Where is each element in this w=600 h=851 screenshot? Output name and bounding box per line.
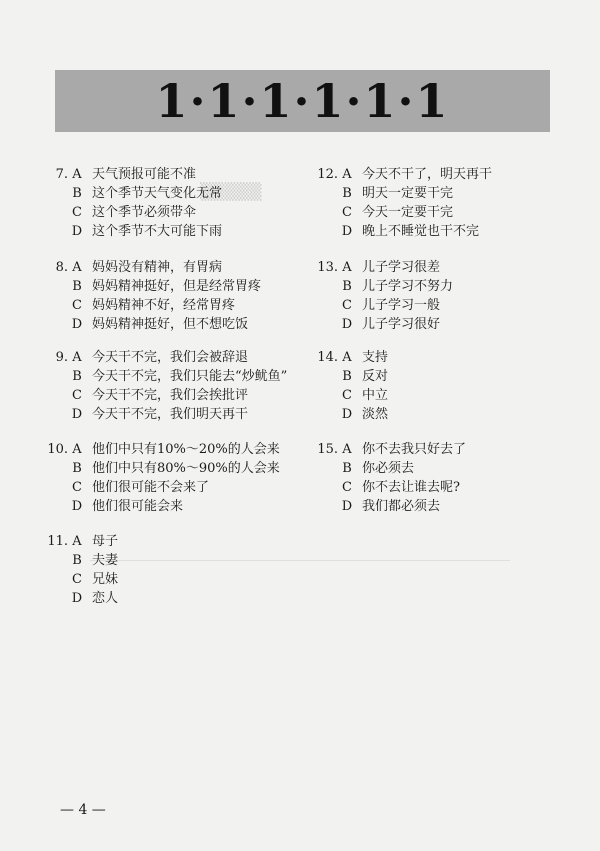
question-8: 8. A 妈妈没有精神，有胃病 B 妈妈精神挺好，但是经常胃疼 C 妈妈精神不好，经常胃疼 D 妈妈精神挺好，但不想吃饭 <box>55 260 262 332</box>
question-12: 12. A 今天不干了，明天再干 B 明天一定要干完 C 今天一定要干完 D 晚上不睡觉也干不完 <box>317 167 493 239</box>
question-15: 15. A 你不去我只好去了 B 你必须去 C 你不去让谁去呢? D 我们都必须去 <box>317 442 467 514</box>
bleed-through-area <box>90 560 510 781</box>
question-13: 13. A 儿子学习很差 B 儿子学习不努力 C 儿子学习一般 D 儿子学习很好 <box>317 260 454 332</box>
question-7: 7. A 天气预报可能不准 B 这个季节天气变化无常 C 这个季节必须带伞 D 这个季节不大可能下雨 <box>55 167 223 239</box>
bleed-through-decoration: ▒▒▒▒▒ <box>200 182 262 201</box>
question-9: 9. A 今天干不完，我们会被辞退 B 今天干不完，我们只能去“炒鱿鱼” C 今天干不完，我们会挨批评 D 今天干不完，我们明天再干 <box>55 350 288 422</box>
page-number: — 4 — <box>60 802 106 818</box>
banner-title: 1·1·1·1·1·1 <box>155 74 450 128</box>
section-banner <box>55 70 550 132</box>
question-10: 10. A 他们中只有10%～20%的人会来 B 他们中只有80%～90%的人会来 C 他们很可能不会来了 D 他们很可能会来 <box>47 442 280 514</box>
question-14: 14. A 支持 B 反对 C 中立 D 淡然 <box>317 350 389 422</box>
question-11: 11. A 母子 B 夫妻 C 兄妹 D 恋人 <box>47 534 119 606</box>
